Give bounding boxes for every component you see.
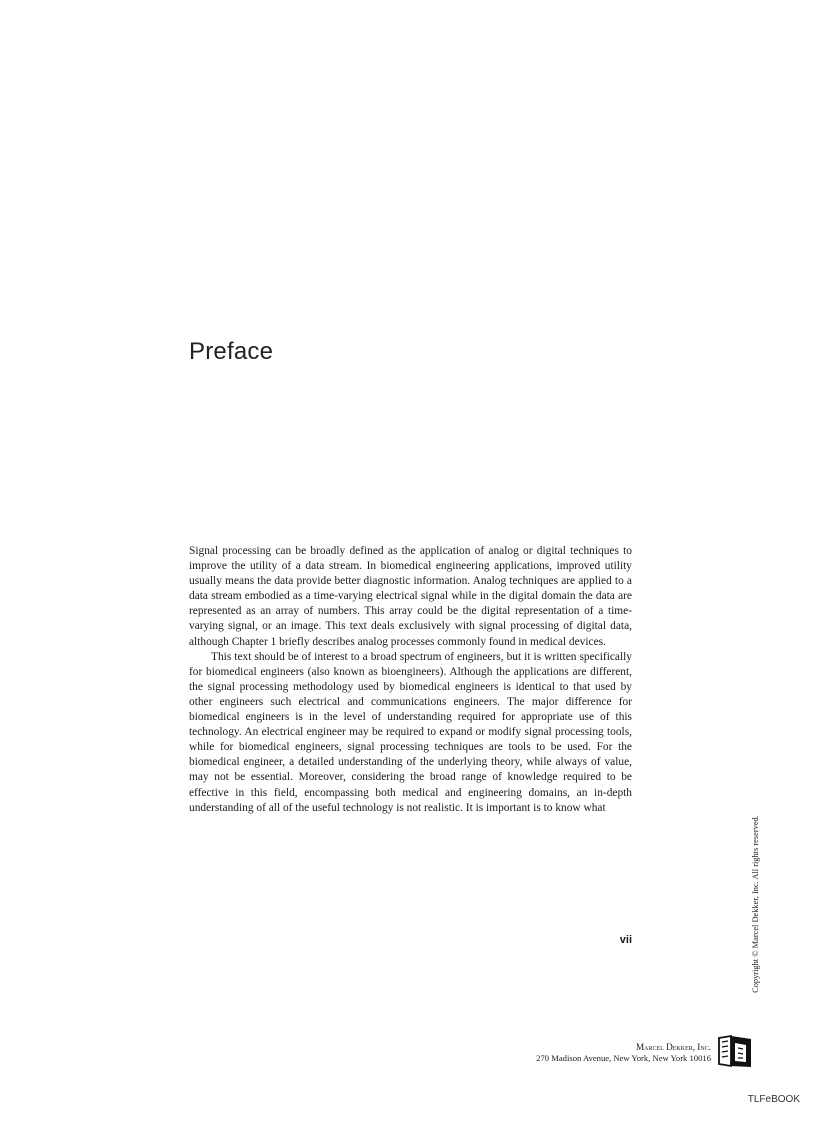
- body-text: [189, 544, 632, 816]
- copyright-notice: Copyright © Marcel Dekker, Inc. All rights reserved.: [751, 815, 760, 993]
- publisher-logo-icon: [716, 1033, 754, 1069]
- publisher-address: 270 Madison Avenue, New York, New York 10016: [536, 1053, 711, 1063]
- publisher-name: Marcel Dekker, Inc.: [635, 1042, 711, 1052]
- publisher-imprint: [470, 1042, 711, 1064]
- page-number: vii: [619, 934, 632, 946]
- page-title: Preface: [189, 338, 274, 365]
- paragraph-2: This text should be of interest to a broad spectrum of engineers, but it is written specifically for biomedical engineers (also known as bioengineers). Although the applications are different, the signal processing methodology used by biomedical engineers is identical to that used by other engineers such electrical and communications engineers. The major difference for biomedical engineers is in the level of understanding required for appropriate use of this technology. An electrical engineer may be required to expand or modify signal processing tools, while for biomedical engineers, signal processing techniques are tools to be used. For the biomedical engineer, a detailed understanding of the underlying theory, while always of value, may not be essential. Moreover, considering the broad range of knowledge required to be effective in this field, encompassing both medical and engineering domains, an in-depth understanding of all of the useful technology is not realistic. It is important is to know what: [189, 650, 632, 814]
- paragraph-1: Signal processing can be broadly defined as the application of analog or digital techniques to improve the utility of a data stream. In biomedical engineering applications, improved utility usually means the data provide better diagnostic information. Analog techniques are applied to a data stream embodied as a time-varying electrical signal while in the digital domain the data are represented as an array of numbers. This array could be the digital representation of a time-varying signal, or an image. This text deals exclusively with signal processing of digital data, although Chapter 1 briefly describes analog processes commonly found in medical devices.: [189, 545, 632, 648]
- footer-tag: TLFeBOOK: [747, 1094, 800, 1105]
